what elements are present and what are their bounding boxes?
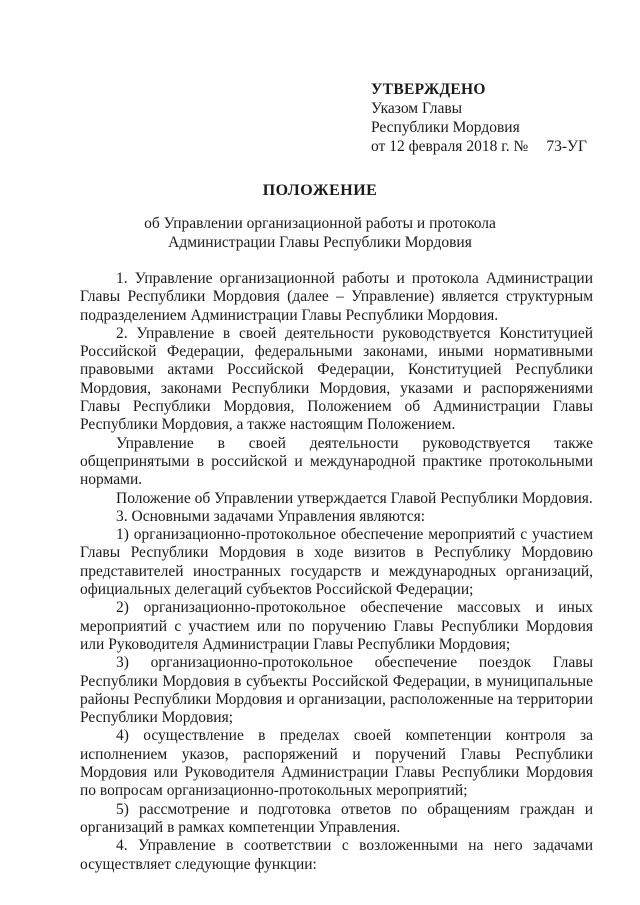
approval-date-line bbox=[371, 137, 587, 156]
subtitle-line-2: Администрации Главы Республики Мордовия bbox=[168, 234, 472, 251]
paragraph: 2. Управление в своей деятельности руководствуется Конституцией Российской Федерации, федеральными законами, иными нормативными правовыми актами Российской Федерации, Конституцией Республики Мордовия, законами Республики Мордовия, указами и распоряжениями Главы Республики Мордовия, Положением об Администрации Главы Республики Мордовия, а также настоящим Положением. bbox=[80, 324, 593, 434]
approved-heading: УТВЕРЖДЕНО bbox=[371, 81, 486, 98]
paragraph: 1. Управление организационной работы и протокола Администрации Главы Республики Мордовия (далее – Управление) является структурным подразделением Администрации Главы Республики Мордовия. bbox=[80, 270, 593, 324]
approval-date: от 12 февраля 2018 г. № bbox=[371, 138, 529, 155]
approval-number: 73-УГ bbox=[546, 138, 587, 155]
document-subtitle bbox=[0, 214, 640, 252]
paragraph: 2) организационно-протокольное обеспечение массовых и иных мероприятий с участием или по поручению Главы Республики Мордовия или Руководителя Администрации Главы Республики Мордовия; bbox=[80, 599, 593, 653]
subtitle-line-1: об Управлении организационной работы и протокола bbox=[144, 215, 496, 232]
approval-stamp bbox=[371, 80, 587, 156]
document-title: ПОЛОЖЕНИЕ bbox=[262, 182, 378, 199]
paragraph: 4. Управление в соответствии с возложенными на него задачами осуществляет следующие функции: bbox=[80, 837, 593, 873]
approval-republic-line: Республики Мордовия bbox=[371, 119, 520, 136]
paragraph: 5) рассмотрение и подготовка ответов по обращениям граждан и организаций в рамках компетенции Управления. bbox=[80, 800, 593, 836]
document-body bbox=[80, 270, 593, 874]
paragraph: 3. Основными задачами Управления являются: bbox=[116, 507, 426, 525]
paragraph: 1) организационно-протокольное обеспечение мероприятий с участием Главы Республики Мордовия в ходе визитов в Республику Мордовию представителей иностранных государств и международных организаций, официальных делегаций субъектов Российской Федерации; bbox=[80, 526, 593, 599]
paragraph: Положение об Управлении утверждается Главой Республики Мордовия. bbox=[116, 489, 593, 507]
paragraph: Управление в своей деятельности руководствуется также общепринятыми в российской и международной практике протокольными нормами. bbox=[80, 434, 593, 489]
paragraph: 3) организационно-протокольное обеспечение поездок Главы Республики Мордовия в субъекты Российской Федерации, в муниципальные районы Республики Мордовия и организации, расположенные на территории Республики Мордовия; bbox=[80, 654, 593, 727]
paragraph: 4) осуществление в пределах своей компетенции контроля за исполнением указов, распоряжений и поручений Главы Республики Мордовия или Руководителя Администрации Главы Республики Мордовия по вопросам организационно-протокольных мероприятий; bbox=[80, 727, 593, 800]
approval-decree-line: Указом Главы bbox=[371, 100, 463, 117]
